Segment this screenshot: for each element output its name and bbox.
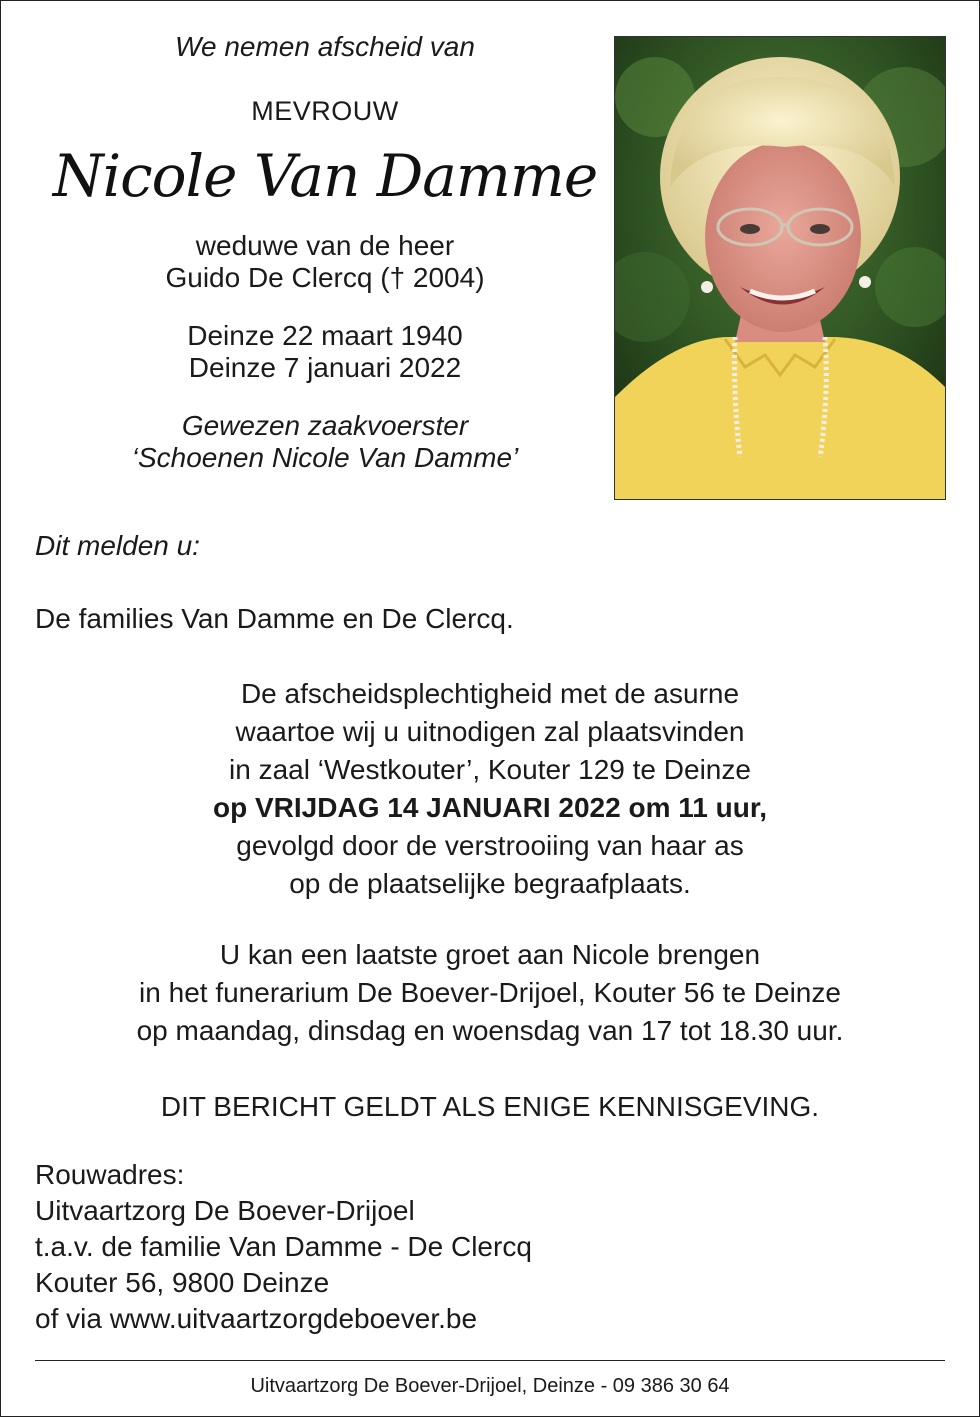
- address-line-2: t.a.v. de familie Van Damme - De Clercq: [35, 1231, 532, 1262]
- notice-line: DIT BERICHT GELDT ALS ENIGE KENNISGEVING.: [160, 1091, 820, 1122]
- address-website: of via www.uitvaartzorgdeboever.be: [35, 1303, 478, 1334]
- footer-divider: [35, 1360, 945, 1361]
- ceremony-section: [0, 675, 980, 903]
- life-dates: [30, 320, 620, 384]
- widow-line-1: weduwe van de heer: [195, 230, 455, 261]
- ceremony-line-5: gevolgd door de verstrooiing van haar as: [236, 830, 744, 861]
- occupation-line-2: ‘Schoenen Nicole Van Damme’: [131, 442, 519, 473]
- ceremony-date-line: op VRIJDAG 14 JANUARI 2022 om 11 uur,: [213, 792, 767, 823]
- ceremony-line-2: waartoe wij u uitnodigen zal plaatsvinden: [235, 716, 745, 747]
- announcement-intro: Dit melden u:: [35, 530, 200, 561]
- portrait-photo: [614, 36, 946, 500]
- birth-date: Deinze 22 maart 1940: [187, 320, 463, 351]
- address-line-3: Kouter 56, 9800 Deinze: [35, 1267, 330, 1298]
- ceremony-line-6: op de plaatselijke begraafplaats.: [289, 868, 691, 899]
- intro-line: We nemen afscheid van: [175, 31, 475, 62]
- widow-line-2: Guido De Clercq († 2004): [165, 262, 485, 293]
- ceremony-line-3: in zaal ‘Westkouter’, Kouter 129 te Deinze: [229, 754, 751, 785]
- mourning-address: [35, 1157, 532, 1337]
- occupation: [30, 410, 620, 474]
- ceremony-line-1: De afscheidsplechtigheid met de asurne: [240, 678, 740, 709]
- widow-info: [30, 230, 620, 294]
- address-line-1: Uitvaartzorg De Boever-Drijoel: [35, 1195, 415, 1226]
- footer-contact: Uitvaartzorg De Boever-Drijoel, Deinze - 09 386 30 64: [250, 1375, 730, 1397]
- deceased-name: Nicole Van Damme: [52, 142, 598, 210]
- visit-line-1: U kan een laatste groet aan Nicole brengen: [219, 939, 761, 970]
- address-label: Rouwadres:: [35, 1159, 185, 1190]
- death-date: Deinze 7 januari 2022: [188, 352, 462, 383]
- families-line: De families Van Damme en De Clercq.: [35, 603, 514, 634]
- visit-section: [0, 936, 980, 1050]
- header-section: [30, 28, 620, 474]
- visit-line-3: op maandag, dinsdag en woensdag van 17 tot 18.30 uur.: [136, 1015, 844, 1046]
- visit-line-2: in het funerarium De Boever-Drijoel, Kouter 56 te Deinze: [139, 977, 841, 1008]
- portrait-illustration: [615, 37, 945, 499]
- title-word: MEVROUW: [251, 96, 399, 126]
- occupation-line-1: Gewezen zaakvoerster: [181, 410, 469, 441]
